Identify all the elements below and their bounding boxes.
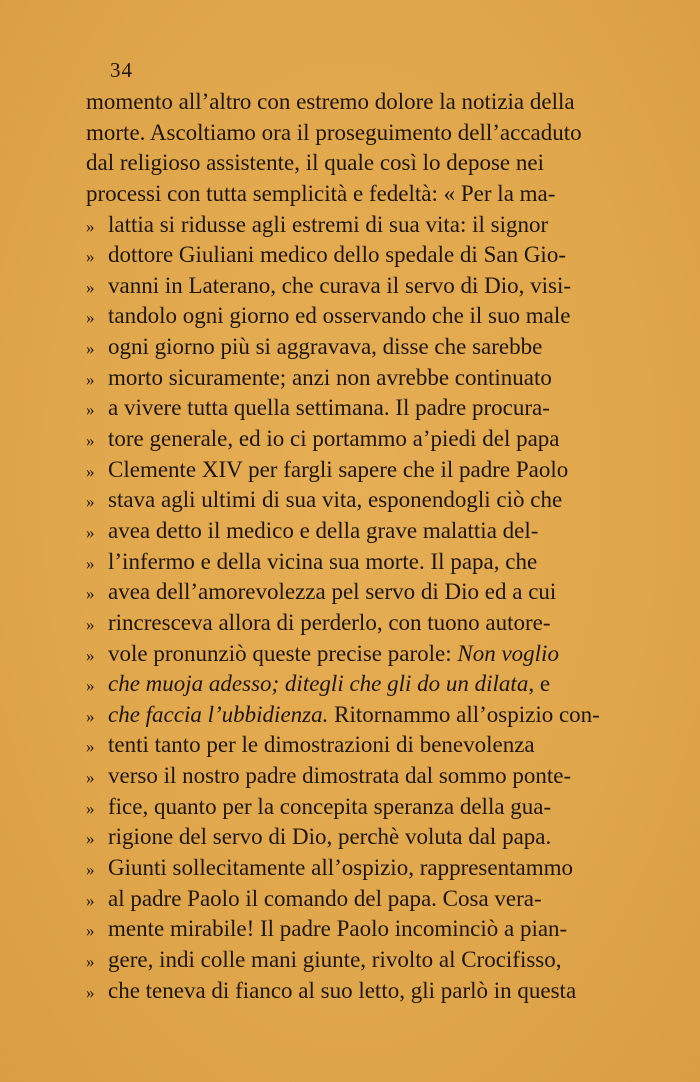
line-text [86,148,634,179]
line-text [108,884,634,915]
text-line [86,639,634,670]
text-line [86,240,634,271]
text-run: Clemente XIV per fargli sapere che il padre Paolo [108,456,569,482]
text-run: tore generale, ed io ci portammo a’piedi del papa [108,426,560,452]
italic-text: che muoja adesso; ditegli che gli do un dilata [108,671,529,697]
quote-mark: » [86,431,95,451]
line-text [108,700,634,731]
quote-mark: » [86,400,95,420]
line-text [108,301,634,332]
text-run: ogni giorno più si aggravava, disse che sarebbe [108,334,543,360]
text-line [86,547,634,578]
text-line [86,669,634,700]
text-run: vanni in Laterano, che curava il servo di Dio, visi- [108,272,572,298]
text-run: avea dell’amorevolezza pel servo di Dio ed a cui [108,579,557,605]
text-run: rincresceva allora di perderlo, con tuono autore- [108,609,551,635]
text-line [86,148,634,179]
text-line [86,332,634,363]
line-text [108,976,634,1007]
text-line [86,301,634,332]
text-line [86,608,634,639]
body-text [86,87,634,1006]
quote-mark: » [86,645,95,665]
quote-mark: » [86,308,95,328]
line-text [108,914,634,945]
quote-mark: » [86,860,95,880]
text-run: dottore Giuliani medico dello spedale di San Gio- [108,242,566,268]
text-line [86,424,634,455]
text-line [86,884,634,915]
text-run: momento all’altro con estremo dolore la notizia della [86,89,575,114]
quote-mark: » [86,461,95,481]
text-run: morte. Ascoltiamo ora il proseguimento dell’accaduto [86,119,582,145]
line-text [108,210,634,241]
quote-mark: » [86,584,95,604]
line-text [108,608,634,639]
line-text [108,240,634,271]
text-line [86,945,634,976]
text-run: processi con tutta semplicità e fedeltà: « Per la ma- [86,180,556,206]
quote-mark: » [86,553,95,573]
text-line [86,179,634,210]
line-text [86,87,634,118]
quote-mark: » [86,216,95,236]
line-text [108,516,634,547]
text-line [86,853,634,884]
text-line [86,792,634,823]
quote-mark: » [86,277,95,297]
text-run: vole pronunziò queste precise parole: [108,640,458,666]
text-line [86,455,634,486]
quote-mark: » [86,676,95,696]
quote-mark: » [86,614,95,634]
line-text [108,424,634,455]
line-text [108,792,634,823]
text-run: morto sicuramente; anzi non avrebbe continuato [108,364,552,390]
text-run: , e [528,671,551,697]
line-text [108,271,634,302]
quote-mark: » [86,982,95,1002]
text-run: al padre Paolo il comando del papa. Cosa vera- [108,885,542,911]
line-text [108,730,634,761]
line-text [108,485,634,516]
text-run: verso il nostro padre dimostrata dal sommo ponte- [108,763,572,789]
text-run: rigione del servo di Dio, perchè voluta dal papa. [108,824,552,850]
quote-mark: » [86,737,95,757]
quote-mark: » [86,768,95,788]
text-line [86,516,634,547]
text-line [86,271,634,302]
text-line [86,363,634,394]
quote-mark: » [86,798,95,818]
line-text [108,455,634,486]
text-line [86,976,634,1007]
text-run: Ritornammo all’ospizio con- [328,701,600,727]
text-line [86,393,634,424]
line-text [108,853,634,884]
text-run: tenti tanto per le dimostrazioni di benevolenza [108,732,535,758]
text-line [86,118,634,149]
text-run: fice, quanto per la concepita speranza della gua- [108,793,552,819]
text-line [86,700,634,731]
text-line [86,485,634,516]
quote-mark: » [86,339,95,359]
line-text [108,547,634,578]
line-text [108,393,634,424]
text-run: gere, indi colle mani giunte, rivolto al Crocifisso, [108,946,562,972]
quote-mark: » [86,492,95,512]
text-run: Giunti sollecitamente all’ospizio, rappresentammo [108,855,573,881]
italic-text: Non voglio [457,640,559,666]
quote-mark: » [86,706,95,726]
line-text [108,761,634,792]
line-text [108,639,634,670]
text-run: a vivere tutta quella settimana. Il padre procura- [108,395,550,421]
text-run: avea detto il medico e della grave malattia del- [108,517,539,543]
text-run: lattia si ridusse agli estremi di sua vita: il signor [108,211,549,237]
text-run: stava agli ultimi di sua vita, esponendogli ciò che [108,487,563,513]
quote-mark: » [86,522,95,542]
quote-mark: » [86,921,95,941]
text-run: mente mirabile! Il padre Paolo incominciò a pian- [108,916,568,942]
quote-mark: » [86,369,95,389]
text-line [86,577,634,608]
page-number: 34 [110,58,133,82]
line-text [108,945,634,976]
text-run: che teneva di fianco al suo letto, gli parlò in questa [108,977,577,1003]
text-run: dal religioso assistente, il quale così lo depose nei [86,150,544,176]
text-line [86,210,634,241]
line-text [108,577,634,608]
quote-mark: » [86,247,95,267]
quote-mark: » [86,890,95,910]
quote-mark: » [86,951,95,971]
quote-mark: » [86,829,95,849]
line-text [108,363,634,394]
line-text [108,332,634,363]
italic-text: che faccia l’ubbidienza. [108,701,329,727]
line-text [86,179,634,210]
text-line [86,87,634,118]
line-text [86,118,634,149]
text-line [86,822,634,853]
line-text [108,669,634,700]
text-line [86,761,634,792]
line-text [108,822,634,853]
text-line [86,914,634,945]
text-run: l’infermo e della vicina sua morte. Il papa, che [108,548,538,574]
text-run: tandolo ogni giorno ed osservando che il suo male [108,303,571,329]
text-line [86,730,634,761]
